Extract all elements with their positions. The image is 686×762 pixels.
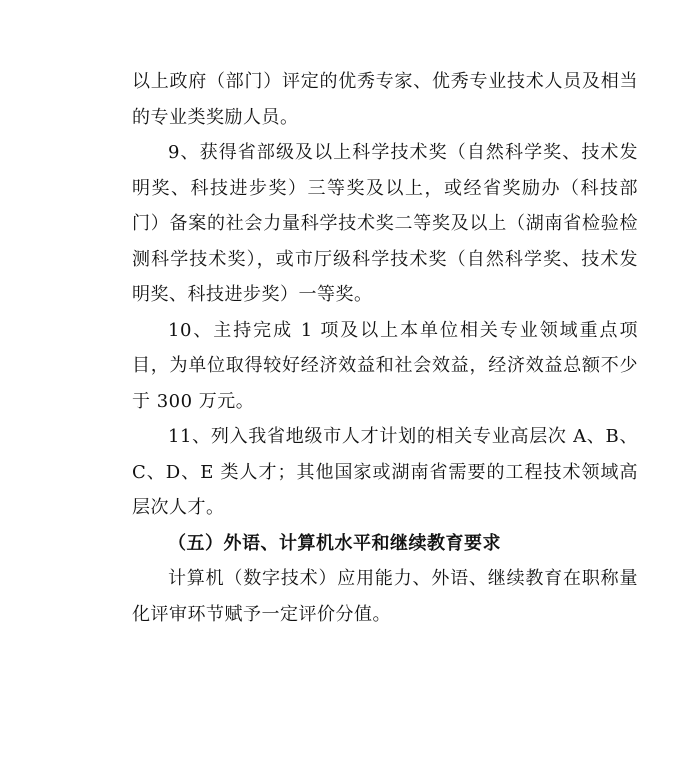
paragraph-closing: 计算机（数字技术）应用能力、外语、继续教育在职称量化评审环节赋予一定评价分值。: [132, 568, 638, 625]
paragraph-continuation: 以上政府（部门）评定的优秀专家、优秀专业技术人员及相当的专业类奖励人员。: [132, 71, 638, 128]
section-heading: （五）外语、计算机水平和继续教育要求: [168, 532, 501, 554]
paragraph-item-9: 9、获得省部级及以上科学技术奖（自然科学奖、技术发明奖、科技进步奖）三等奖及以上，或经省奖励办（科技部门）备案的社会力量科学技术奖二等奖及以上（湖南省检验检测科学技术奖），或市厅级科学技术奖（自然科学奖、技术发明奖、科技进步奖）一等奖。: [132, 142, 638, 305]
paragraph-item-10: 10、主持完成 1 项及以上本单位相关专业领域重点项目，为单位取得较好经济效益和社会效益，经济效益总额不少于 300 万元。: [132, 319, 638, 412]
paragraph-item-11: 11、列入我省地级市人才计划的相关专业高层次 A、B、C、D、E 类人才；其他国家或湖南省需要的工程技术领域高层次人才。: [132, 426, 638, 518]
document-body: [132, 64, 638, 632]
